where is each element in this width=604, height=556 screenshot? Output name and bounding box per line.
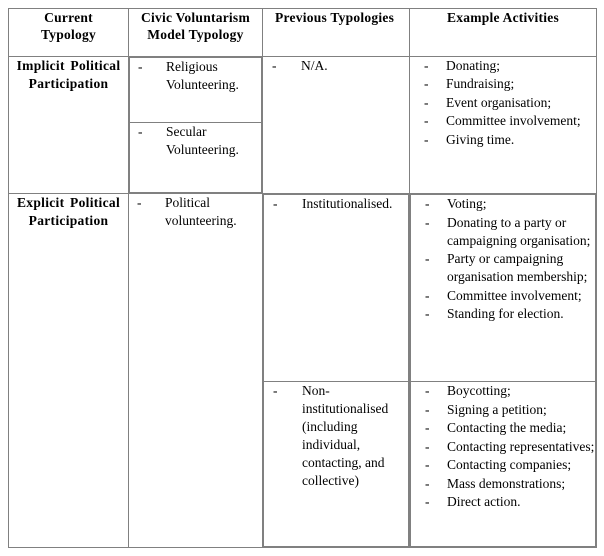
list-item: - Committee involvement; [410,112,596,130]
list-item: - Contacting the media; [411,419,595,437]
dash-list [264,382,408,490]
typology-line-1: Explicit Political [16,195,120,211]
cvm-subgroup [130,123,262,193]
cvm-subgroup [130,58,262,123]
typology-table [8,8,597,548]
dash-list [264,195,408,213]
typology-line-2: Participation [28,75,109,91]
list-item: - Mass demonstrations; [411,475,595,493]
list-item: - Donating to a party or campaigning organisation; [411,214,595,250]
list-item: - Donating; [410,57,596,75]
list-item: - Contacting companies; [411,456,595,474]
dash-list [263,57,409,75]
header-line-1: Current [44,10,93,25]
dash-list [411,382,595,511]
header-line-2: Typology [40,27,96,43]
list-item: - Event organisation; [410,94,596,112]
list-item: - Fundraising; [410,75,596,93]
dash-list [129,194,262,230]
previous-subgroup-table [263,194,409,547]
list-item: - Institutionalised. [264,195,408,213]
activities-subgroup-table [410,194,596,547]
cell-cvm-typology [129,194,263,548]
column-header-previous-typologies [263,9,410,57]
dash-list [410,57,596,149]
cell-current-typology [9,57,129,194]
list-item: - Contacting representatives; [411,438,595,456]
cell-current-typology [9,194,129,548]
list-item: - Boycotting; [411,382,595,400]
previous-subgroup [264,382,409,547]
list-item: - Committee involvement; [411,287,595,305]
activities-subgroup [411,195,596,382]
cvm-subgroup-table [129,57,262,193]
list-item: - N/A. [263,57,409,75]
header-line-1: Civic Voluntarism [141,10,250,25]
list-item: - Secular Volunteering. [130,123,261,159]
previous-subgroup [264,195,409,382]
list-item: - Voting; [411,195,595,213]
dash-list [130,123,261,159]
column-header-cvm-typology [129,9,263,57]
cell-example-activities [410,57,597,194]
table-row [9,57,597,194]
list-item: - Religious Volunteering. [130,58,261,94]
column-header-example-activities [410,9,597,57]
header-label: Example Activities [446,10,560,25]
cell-cvm-typology [129,57,263,194]
typology-line-2: Participation [28,212,109,228]
column-header-current-typology [9,9,129,57]
list-item: - Political volunteering. [129,194,262,230]
table-row [9,194,597,548]
list-item: - Giving time. [410,131,596,149]
list-item: - Signing a petition; [411,401,595,419]
typology-line-1: Implicit Political [16,58,121,73]
dash-list [130,58,261,94]
cell-previous-typologies [263,194,410,548]
activities-subgroup [411,382,596,547]
list-item: - Direct action. [411,493,595,511]
cell-previous-typologies [263,57,410,194]
list-item: - Non-institutionalised (including individual, contacting, and collective) [264,382,408,490]
dash-list [411,195,595,323]
header-label: Previous Typologies [275,10,395,25]
list-item: - Party or campaigning organisation membership; [411,250,595,286]
table-header-row [9,9,597,57]
list-item: - Standing for election. [411,305,595,323]
cell-example-activities [410,194,597,548]
header-line-2: Model Typology [147,27,244,43]
